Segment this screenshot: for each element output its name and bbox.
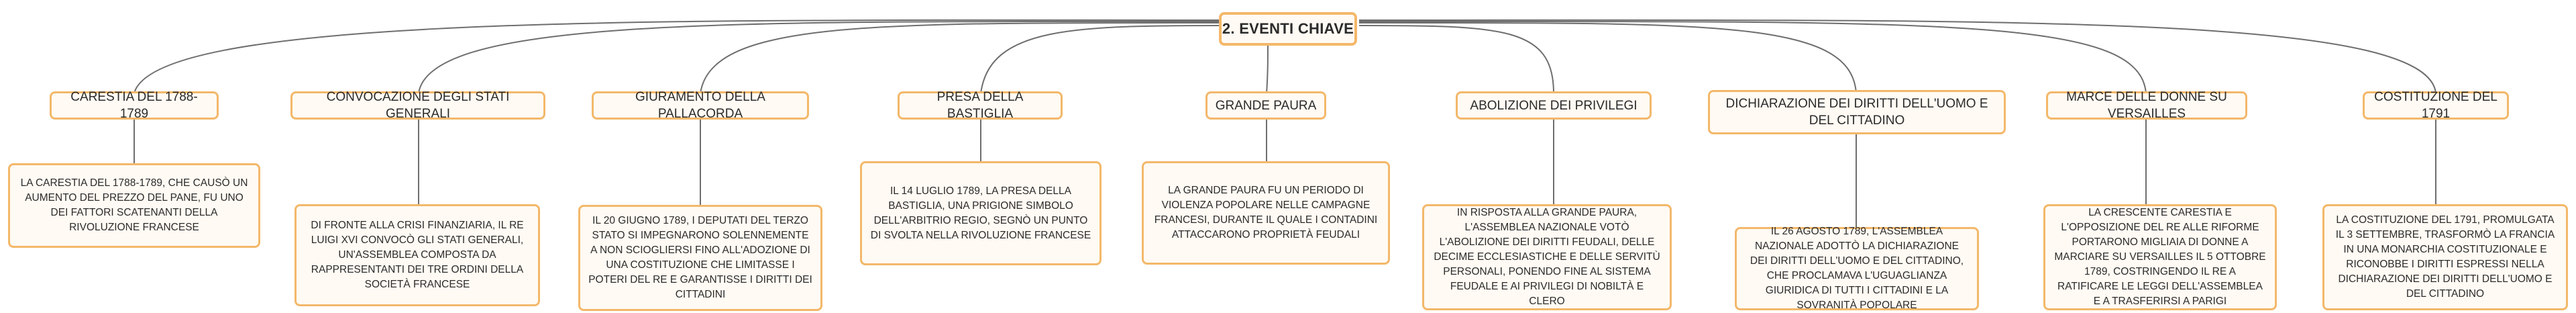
- branch-desc-text: IL 14 LUGLIO 1789, LA PRESA DELLA BASTIGLIA, UNA PRIGIONE SIMBOLO DELL'ARBITRIO REGIO, SEGNÒ UN PUNTO DI SVOLTA NELLA RIVOLUZIONE FRANCESE: [870, 185, 1091, 241]
- branch-desc-carestia[interactable]: [8, 163, 260, 248]
- branch-desc-text: IL 26 AGOSTO 1789, L'ASSEMBLEA NAZIONALE ADOTTÒ LA DICHIARAZIONE DEI DIRITTI DELL'UOMO E DEL CITTADINO, CHE PROCLAMAVA L'UGUAGLIANZA GIURIDICA DI TUTTI I CITTADINI E LA SOVRANITÀ POPOLARE: [1750, 226, 1964, 311]
- branch-desc-versailles[interactable]: [2043, 204, 2277, 310]
- branch-desc-text: LA COSTITUZIONE DEL 1791, PROMULGATA IL 3 SETTEMBRE, TRASFORMÒ LA FRANCIA IN UNA MONARCHIA COSTITUZIONALE E RICONOBBE I DIRITTI ESPRESSI NELLA DICHIARAZIONE DEI DIRITTI DELL'UOMO E DEL CITTADINO: [2335, 214, 2555, 300]
- branch-title-privilegi[interactable]: [1456, 91, 1652, 120]
- link-root-3: [700, 23, 1225, 93]
- branch-title-bastiglia[interactable]: [898, 91, 1063, 120]
- branch-title-label: COSTITUZIONE DEL 1791: [2374, 90, 2498, 121]
- branch-desc-pallacorda[interactable]: [578, 205, 822, 311]
- branch-desc-privilegi[interactable]: [1422, 204, 1672, 310]
- branch-desc-dichiarazione[interactable]: [1735, 227, 1979, 310]
- branch-desc-grande-paura[interactable]: [1142, 161, 1390, 265]
- link-root-9: [1359, 20, 2436, 93]
- branch-desc-text: IL 20 GIUGNO 1789, I DEPUTATI DEL TERZO STATO SI IMPEGNARONO SOLENNEMENTE A NON SCIOGLIERSI FINO ALL'ADOZIONE DI UNA COSTITUZIONE CHE LIMITASSE I POTERI DEL RE E GARANTISSE I DIRITTI DEI CITTADINI: [588, 215, 812, 300]
- branch-title-label: CONVOCAZIONE DEGLI STATI GENERALI: [326, 90, 510, 121]
- branch-title-stati-generali[interactable]: [290, 91, 545, 120]
- branch-title-label: CARESTIA DEL 1788-1789: [70, 90, 198, 121]
- branch-title-dichiarazione[interactable]: [1708, 90, 2006, 134]
- branch-desc-text: LA GRANDE PAURA FU UN PERIODO DI VIOLENZA POPOLARE NELLE CAMPAGNE FRANCESI, DURANTE IL QUALE I CONTADINI ATTACCARONO PROPRIETÀ FEUDALI: [1154, 185, 1378, 240]
- branch-desc-text: LA CARESTIA DEL 1788-1789, CHE CAUSÒ UN AUMENTO DEL PREZZO DEL PANE, FU UNO DEI FATTORI SCATENANTI DELLA RIVOLUZIONE FRANCESE: [20, 177, 248, 233]
- branch-desc-text: LA CRESCENTE CARESTIA E L'OPPOSIZIONE DEL RE ALLE RIFORME PORTARONO MIGLIAIA DI DONNE A MARCIARE SU VERSAILLES IL 5 OTTOBRE 1789, COSTRINGENDO IL RE A RATIFICARE LE LEGGI DELL'ASSEMBLEA E A TRASFERIRSI A PARIGI: [2054, 207, 2266, 307]
- branch-title-pallacorda[interactable]: [592, 91, 809, 120]
- branch-title-label: MARCE DELLE DONNE SU VERSAILLES: [2066, 90, 2227, 121]
- link-root-4: [981, 26, 1225, 93]
- branch-title-label: DICHIARAZIONE DEI DIRITTI DELL'UOMO E DEL CITTADINO: [1725, 97, 1988, 128]
- branch-title-label: PRESA DELLA BASTIGLIA: [936, 90, 1024, 121]
- branch-title-costituzione[interactable]: [2363, 91, 2509, 120]
- branch-desc-stati-generali[interactable]: [294, 204, 540, 306]
- link-root-1: [134, 20, 1225, 93]
- branch-desc-bastiglia[interactable]: [860, 161, 1102, 265]
- branch-desc-costituzione[interactable]: [2322, 204, 2568, 310]
- branch-desc-text: DI FRONTE ALLA CRISI FINANZIARIA, IL RE LUIGI XVI CONVOCÒ GLI STATI GENERALI, UN'ASSEMBLEA COMPOSTA DA RAPPRESENTANTI DEI TRE ORDINI DELLA SOCIETÀ FRANCESE: [311, 220, 524, 290]
- branch-title-label: ABOLIZIONE DEI PRIVILEGI: [1470, 98, 1638, 113]
- branch-desc-text: IN RISPOSTA ALLA GRANDE PAURA, L'ASSEMBLEA NAZIONALE VOTÒ L'ABOLIZIONE DEI DIRITTI FEUDALI, DELLE DECIME ECCLESIASTICHE E DELLE SERVITÙ PERSONALI, PONENDO FINE AL SISTEMA FEUDALE E AI PRIVILEGI DI NOBILTÀ E CLERO: [1434, 207, 1660, 307]
- link-root-6: [1359, 26, 1554, 93]
- branch-title-carestia[interactable]: [50, 91, 219, 120]
- branch-title-grande-paura[interactable]: [1205, 91, 1326, 120]
- root-node[interactable]: [1219, 12, 1357, 46]
- branch-title-label: GIURAMENTO DELLA PALLACORDA: [635, 90, 765, 121]
- branch-title-versailles[interactable]: [2046, 91, 2247, 120]
- root-label: 2. EVENTI CHIAVE: [1222, 20, 1354, 37]
- link-root-5: [1267, 40, 1268, 93]
- branch-title-label: GRANDE PAURA: [1215, 98, 1317, 113]
- link-root-7: [1359, 23, 1856, 93]
